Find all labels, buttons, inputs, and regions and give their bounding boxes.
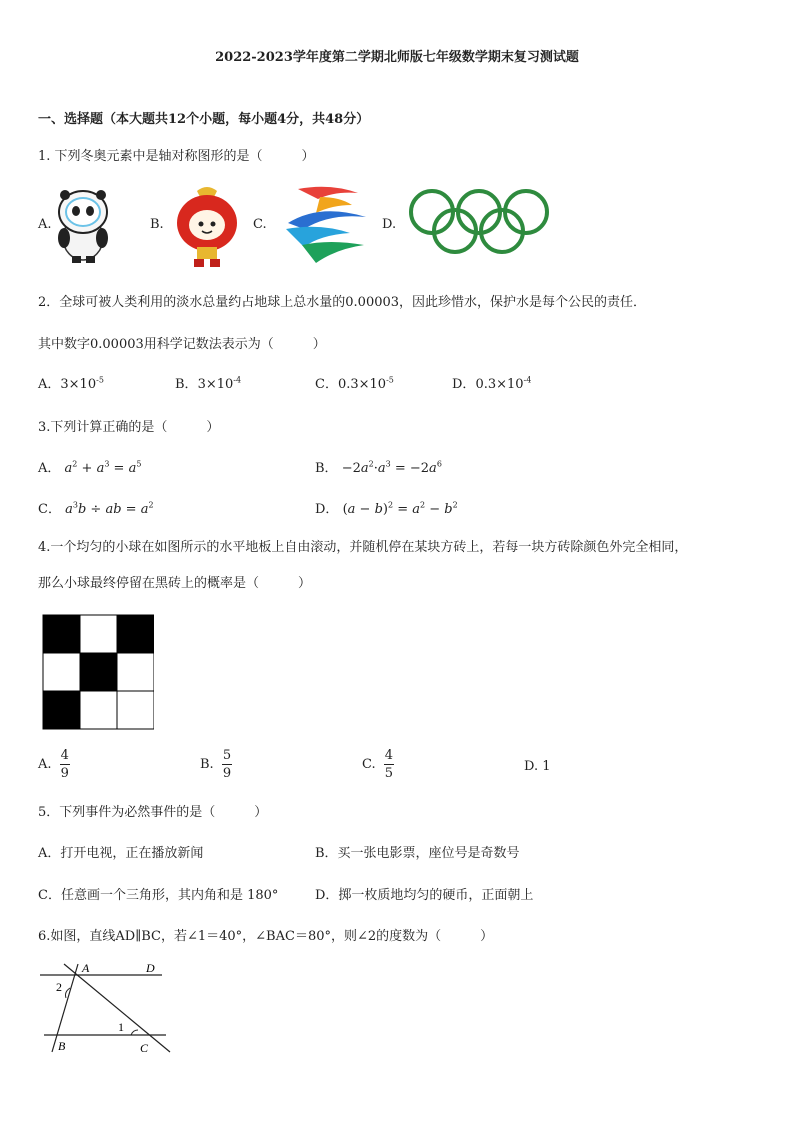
point-b-label: B — [58, 1039, 66, 1053]
parallel-lines-figure — [36, 958, 176, 1062]
q5-option-d: D．掷一枚质地均匀的硬币，正面朝上 — [315, 888, 534, 903]
q2-option-c: C．$0.3\times 10^{-5}$ — [315, 375, 394, 392]
black-tile — [80, 653, 117, 691]
black-tile — [43, 691, 80, 729]
white-tile — [117, 691, 154, 729]
q3-option-d: D． $(a - b)^2 = a^2 - b^2$ — [315, 500, 458, 517]
olympic-rings-icon — [406, 186, 552, 262]
angle-2-label: 2 — [56, 980, 62, 994]
white-tile — [80, 691, 117, 729]
q3-option-b: B． $-2a^2\cdot a^3 = -2a^6$ — [315, 459, 442, 476]
section-heading: 一、选择题（本大题共12个小题，每小题4分，共48分） — [38, 112, 370, 127]
q5-option-c: C．任意画一个三角形，其内角和是 180° — [38, 888, 279, 903]
tile-grid-figure — [42, 614, 154, 734]
q2-option-a: A．$3\times 10^{-5}$ — [38, 375, 104, 392]
white-tile — [43, 653, 80, 691]
q4-option-c: C. $\frac{4}{5}$ — [362, 748, 394, 781]
white-tile — [117, 653, 154, 691]
q1-label-c: C. — [253, 217, 267, 232]
winter-olympics-emblem-icon — [280, 183, 370, 269]
question-5-stem: 5．下列事件为必然事件的是（ ） — [38, 805, 268, 820]
question-4-stem-line1: 4.一个均匀的小球在如图所示的水平地板上自由滚动，并随机停在某块方砖上，若每一块方砖除颜色外完全相同， — [38, 540, 688, 555]
q5-option-b: B．买一张电影票，座位号是奇数号 — [315, 846, 520, 861]
black-tile — [43, 615, 80, 653]
point-d-label: D — [146, 961, 155, 975]
point-a-label: A — [82, 961, 90, 975]
q1-label-a: A. — [38, 217, 52, 232]
page-title: 2022-2023学年度第二学期北师版七年级数学期末复习测试题 — [215, 50, 579, 65]
q2-option-d: D．$0.3\times 10^{-4}$ — [452, 375, 532, 392]
angle-1-label: 1 — [118, 1020, 124, 1034]
q2-option-b: B．$3\times 10^{-4}$ — [175, 375, 242, 392]
q4-option-b: B. $\frac{5}{9}$ — [200, 748, 232, 781]
question-3-stem: 3.下列计算正确的是（ ） — [38, 420, 220, 435]
q1-label-d: D. — [382, 217, 397, 232]
question-4-stem-line2: 那么小球最终停留在黑砖上的概率是（ ） — [38, 576, 312, 591]
point-c-label: C — [140, 1041, 149, 1055]
question-6-stem: 6.如图，直线AD∥BC，若∠1＝40°，∠BAC＝80°，则∠2的度数为（ ） — [38, 929, 494, 944]
question-2-stem-line1: 2．全球可被人类利用的淡水总量约占地球上总水量的0.00003，因此珍惜水，保护水是每个公民的责任． — [38, 295, 647, 310]
white-tile — [80, 615, 117, 653]
question-1-stem: 1. 下列冬奥元素中是轴对称图形的是（ ） — [38, 149, 315, 164]
lantern-mascot-icon — [172, 183, 242, 273]
question-2-stem-line2: 其中数字0.00003用科学记数法表示为（ ） — [38, 337, 326, 352]
q4-option-d: D. 1 — [524, 759, 551, 774]
panda-mascot-icon — [52, 186, 114, 268]
q1-label-b: B. — [150, 217, 164, 232]
q4-option-a: A. $\frac{4}{9}$ — [38, 748, 69, 781]
q3-option-a: A． $a^2 + a^3 = a^5$ — [38, 459, 142, 476]
q5-option-a: A．打开电视，正在播放新闻 — [38, 846, 204, 861]
q3-option-c: C． $a^3b$ ÷ ab = $a^2$ — [38, 500, 154, 517]
black-tile — [117, 615, 154, 653]
